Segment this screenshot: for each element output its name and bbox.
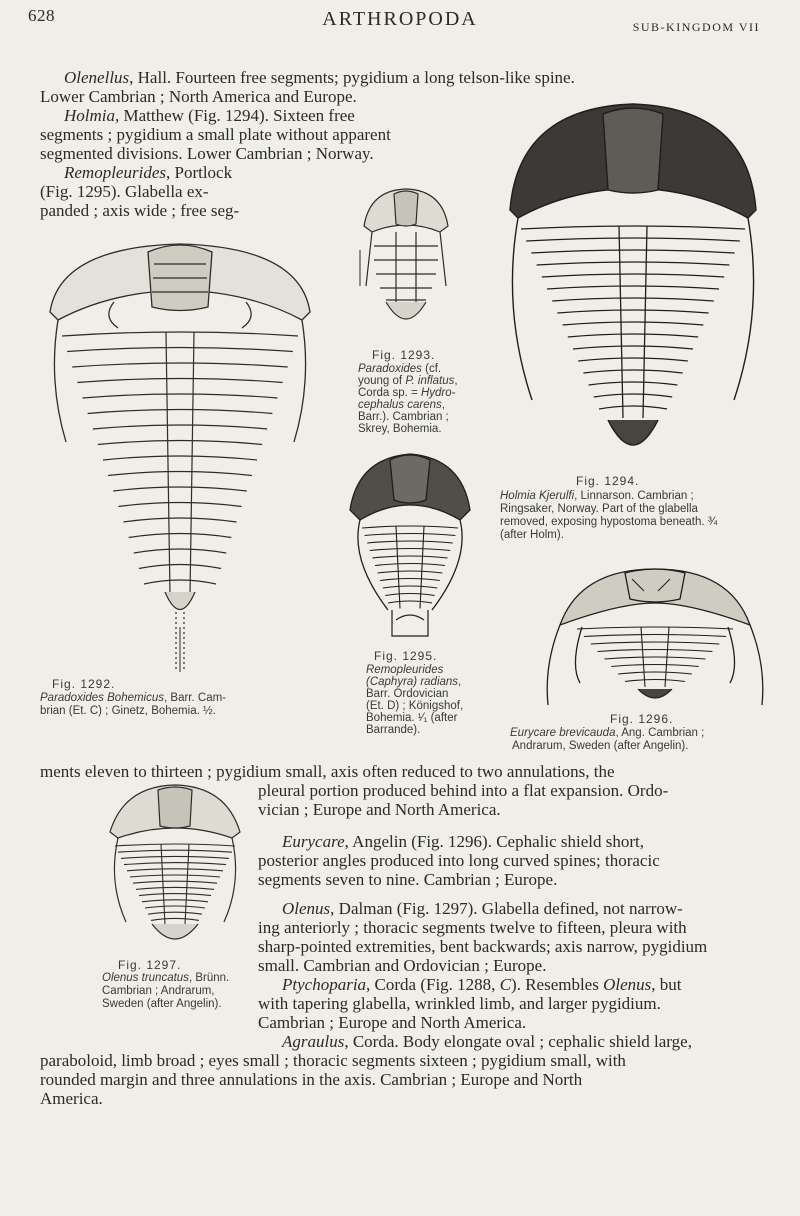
thoracic-segment bbox=[83, 394, 278, 398]
fig-1295-caption-line-6: Barrande). bbox=[366, 724, 421, 736]
remopleurides-entry-line-6: vician ; Europe and North America. bbox=[258, 800, 501, 819]
agraulus-entry-line-1: Agraulus, Corda. Body elongate oval ; cephalic shield large, bbox=[282, 1032, 692, 1051]
thoracic-segment bbox=[598, 650, 713, 652]
thoracic-segment bbox=[67, 348, 293, 352]
thoracic-segment bbox=[129, 534, 232, 538]
fig-1293-caption-line-1: Paradoxides (cf. bbox=[358, 363, 442, 375]
fig-1293-caption-line-5: Barr.). Cambrian ; bbox=[358, 411, 449, 423]
fig-1295-trilobite-illustration bbox=[340, 450, 480, 640]
fig-1295-caption-line-2: (Caphyra) radians, bbox=[366, 676, 462, 688]
thoracic-segment bbox=[378, 571, 443, 573]
fig-1294-caption-line-2: Ringsaker, Norway. Part of the glabella bbox=[500, 503, 698, 515]
thoracic-segment bbox=[521, 226, 745, 229]
remopleurides-entry-line-1: Remopleurides, Portlock bbox=[64, 163, 233, 182]
genus-name: Olenus bbox=[282, 899, 331, 918]
thoracic-segment bbox=[151, 918, 199, 920]
fig-1293-caption-line-3: Corda sp. = Hydro- bbox=[358, 387, 456, 399]
olenus-entry-line-1: Olenus, Dalman (Fig. 1297). Glabella defined, not narrow- bbox=[282, 899, 683, 918]
thoracic-segment bbox=[372, 556, 447, 558]
thoracic-segment bbox=[142, 900, 208, 902]
agraulus-entry-line-2: paraboloid, limb broad ; eyes small ; thoracic segments sixteen ; pygidium small, with bbox=[40, 1051, 626, 1070]
fig-1297-caption-line-3: Sweden (after Angelin). bbox=[102, 998, 222, 1010]
thoracic-segment bbox=[568, 334, 698, 337]
thoracic-segment bbox=[578, 358, 688, 361]
species-name: Paradoxides Bohemicus bbox=[40, 692, 165, 704]
genus-name: Remopleurides bbox=[64, 163, 166, 182]
thoracic-segment bbox=[103, 456, 257, 460]
thoracic-segment bbox=[134, 549, 227, 553]
fig-1294-caption-line-4: (after Holm). bbox=[500, 529, 564, 541]
thoracic-segment bbox=[88, 410, 273, 414]
thoracic-segment bbox=[144, 580, 216, 584]
remopleurides-entry-line-3: panded ; axis wide ; free seg- bbox=[40, 201, 240, 220]
thoracic-segment bbox=[547, 286, 719, 289]
fig-1296-caption-line-2: Andrarum, Sweden (after Angelin). bbox=[512, 740, 689, 752]
thoracic-segment bbox=[604, 657, 705, 659]
thoracic-segment bbox=[383, 586, 437, 588]
thoracic-segment bbox=[583, 370, 682, 373]
holmia-entry-line-3: segmented divisions. Lower Cambrian ; Norway. bbox=[40, 144, 374, 163]
eurycare-entry-line-2: posterior angles produced into long curved spines; thoracic bbox=[258, 851, 660, 870]
remopleurides-entry-line-2: (Fig. 1295). Glabella ex- bbox=[40, 182, 209, 201]
thoracic-segment bbox=[563, 322, 704, 325]
ptychoparia-entry-line-1: Ptychoparia, Corda (Fig. 1288, C). Resembles Olenus, but bbox=[282, 975, 682, 994]
remopleurides-entry-line-4: ments eleven to thirteen ; pygidium small, axis often reduced to two annulations, the bbox=[40, 762, 615, 781]
fig-1293-title: Fig. 1293. bbox=[372, 348, 436, 362]
thoracic-segment bbox=[577, 627, 733, 629]
olenus-entry-line-2: ing anteriorly ; thoracic segments twelve to fifteen, pleura with bbox=[258, 918, 687, 937]
fig-1295-caption-line-3: Barr. Ordovician bbox=[366, 688, 449, 700]
axial-lobe bbox=[166, 332, 194, 596]
thoracic-segment bbox=[93, 425, 268, 429]
genus-name: Eurycare bbox=[282, 832, 345, 851]
thoracic-segment bbox=[557, 310, 708, 313]
thoracic-segment bbox=[573, 346, 693, 349]
fig-1297-caption-line-2: Cambrian ; Andrarum, bbox=[102, 985, 215, 997]
fig-1293-caption-line-4: cephalus carens, bbox=[358, 399, 445, 411]
thoracic-segment bbox=[124, 518, 237, 522]
fig-1296-trilobite-illustration bbox=[540, 565, 770, 715]
thoracic-segment bbox=[591, 642, 720, 644]
fig-1296-title: Fig. 1296. bbox=[610, 712, 674, 726]
thoracic-segment bbox=[367, 541, 453, 543]
fig-1296-caption-line-1: Eurycare brevicauda, Ang. Cambrian ; bbox=[510, 727, 705, 739]
thoracic-segment bbox=[133, 881, 217, 883]
thoracic-segment bbox=[370, 549, 450, 551]
fig-1293-trilobite-illustration bbox=[356, 186, 456, 336]
thoracic-segment bbox=[375, 564, 445, 566]
agraulus-entry-line-3: rounded margin and three annulations in the axis. Cambrian ; Europe and North bbox=[40, 1070, 583, 1089]
thoracic-segment bbox=[618, 672, 692, 674]
thoracic-segment bbox=[130, 875, 220, 877]
thoracic-segment bbox=[148, 912, 202, 914]
thoracic-segment bbox=[72, 363, 288, 367]
thoracic-segment bbox=[115, 844, 235, 846]
fig-1297-trilobite-illustration bbox=[100, 782, 250, 957]
fig-1292-trilobite-illustration bbox=[40, 232, 320, 677]
thoracic-segment bbox=[118, 850, 232, 852]
olenus-entry-line-3: sharp-pointed extremities, bent backwards; axis narrow, pygidium bbox=[258, 937, 708, 956]
thoracic-segment bbox=[542, 274, 724, 277]
thoracic-segment bbox=[124, 863, 226, 865]
holmia-entry-line-2: segments ; pygidium a small plate without apparent bbox=[40, 125, 391, 144]
fig-1295-caption-line-5: Bohemia. ¹⁄₁ (after bbox=[366, 712, 458, 724]
thoracic-segment bbox=[388, 601, 432, 603]
axial-lobe bbox=[396, 526, 424, 609]
thoracic-segment bbox=[625, 680, 685, 682]
thoracic-segment bbox=[145, 906, 205, 908]
fig-1292-title: Fig. 1292. bbox=[52, 677, 116, 691]
thoracic-segment bbox=[362, 526, 458, 528]
thoracic-segment bbox=[118, 503, 241, 507]
genus-name: Olenellus bbox=[64, 68, 130, 87]
olenellus-entry-line-1: Olenellus, Hall. Fourteen free segments; pygidium a long telson-like spine. bbox=[64, 68, 575, 87]
genus-name: Ptychoparia bbox=[282, 975, 367, 994]
page-number: 628 bbox=[28, 6, 55, 25]
fig-1294-caption-line-3: removed, exposing hypostoma beneath. ¾ bbox=[500, 516, 718, 528]
holmia-entry-line-1: Holmia, Matthew (Fig. 1294). Sixteen free bbox=[64, 106, 355, 125]
thoracic-segment bbox=[136, 887, 214, 889]
thoracic-segment bbox=[77, 379, 282, 383]
thoracic-segment bbox=[121, 856, 229, 858]
fig-1294-trilobite-illustration bbox=[498, 100, 768, 470]
genus-name: Agraulus bbox=[282, 1032, 345, 1051]
thoracic-segment bbox=[108, 472, 252, 476]
thoracic-segment bbox=[526, 238, 740, 241]
fig-1294-caption-line-1: Holmia Kjerulfi, Linnarson. Cambrian ; bbox=[500, 490, 694, 502]
subkingdom-heading: SUB-KINGDOM VII bbox=[632, 20, 760, 34]
remopleurides-entry-line-5: pleural portion produced behind into a flat expansion. Ordo- bbox=[258, 781, 669, 800]
thoracic-segment bbox=[380, 579, 440, 581]
fig-1292-caption-line-1: Paradoxides Bohemicus, Barr. Cam- bbox=[40, 692, 226, 704]
thoracic-segment bbox=[62, 332, 298, 336]
fig-1294-title: Fig. 1294. bbox=[576, 474, 640, 488]
fig-1293-caption-line-6: Skrey, Bohemia. bbox=[358, 423, 442, 435]
thoracic-segment bbox=[611, 665, 698, 667]
genus-name: Holmia bbox=[64, 106, 115, 125]
olenellus-entry-line-2: Lower Cambrian ; North America and Europe. bbox=[40, 87, 357, 106]
fig-1295-caption-line-4: (Et. D) ; Königshof, bbox=[366, 700, 464, 712]
olenus-entry-line-4: small. Cambrian and Ordovician ; Europe. bbox=[258, 956, 547, 975]
thoracic-segment bbox=[584, 635, 726, 637]
thoracic-segment bbox=[552, 298, 714, 301]
eurycare-entry-line-3: segments seven to nine. Cambrian ; Europe. bbox=[258, 870, 558, 889]
thoracic-segment bbox=[365, 534, 456, 536]
thoracic-segment bbox=[98, 441, 262, 445]
agraulus-entry-line-4: America. bbox=[40, 1089, 103, 1108]
fig-1292-caption-line-2: brian (Et. C) ; Ginetz, Bohemia. ½. bbox=[40, 705, 216, 717]
thoracic-segment bbox=[537, 262, 730, 265]
thoracic-segment bbox=[589, 382, 678, 385]
fig-1297-caption-line-1: Olenus truncatus, Brünn. bbox=[102, 972, 230, 984]
fig-1295-caption-line-1: Remopleurides bbox=[366, 664, 444, 676]
page-running-title: ARTHROPODA bbox=[322, 8, 478, 30]
fig-1293-caption-line-2: young of P. inflatus, bbox=[358, 375, 458, 387]
eurycare-entry-line-1: Eurycare, Angelin (Fig. 1296). Cephalic shield short, bbox=[282, 832, 644, 851]
thoracic-segment bbox=[139, 565, 221, 569]
thoracic-segment bbox=[127, 869, 223, 871]
ptychoparia-entry-line-2: with tapering glabella, wrinkled limb, and larger pygidium. bbox=[258, 994, 661, 1013]
thoracic-segment bbox=[385, 594, 434, 596]
thoracic-segment bbox=[599, 406, 667, 409]
thoracic-segment bbox=[139, 894, 211, 896]
thoracic-segment bbox=[113, 487, 247, 491]
thoracic-segment bbox=[594, 394, 672, 397]
fig-1297-title: Fig. 1297. bbox=[118, 958, 182, 972]
fig-1295-title: Fig. 1295. bbox=[374, 649, 438, 663]
thoracic-segment bbox=[531, 250, 734, 253]
ptychoparia-entry-line-3: Cambrian ; Europe and North America. bbox=[258, 1013, 527, 1032]
